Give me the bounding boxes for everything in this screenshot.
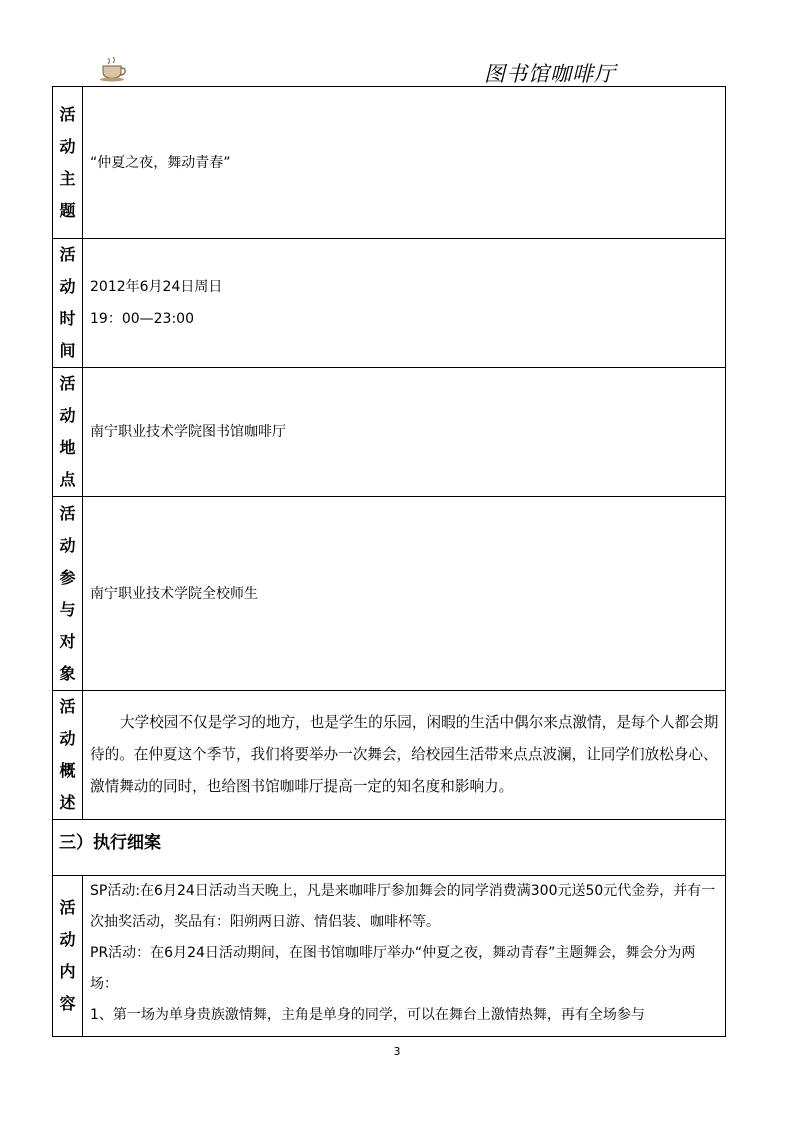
label-char: 动 (59, 729, 76, 748)
label-char: 动 (59, 535, 76, 555)
value-line: “仲夏之夜，舞动青春” (90, 154, 231, 171)
value-line: SP活动:在6月24日活动当天晚上，凡是来咖啡厅参加舞会的同学消费满300元送50元代金券，并有一次抽奖活动，奖品有：阳朔两日游、情侣装、咖啡杯等。 (90, 883, 716, 930)
label-char: 动 (59, 930, 76, 949)
section-row (53, 820, 726, 876)
row-value (83, 87, 726, 239)
table-row (53, 87, 726, 239)
label-char: 概 (59, 761, 76, 780)
table-row (53, 239, 726, 368)
section-title: 三）执行细案 (53, 820, 726, 876)
row-label (53, 497, 83, 691)
label-char: 活 (59, 245, 76, 264)
table-row (53, 497, 726, 691)
row-label (53, 239, 83, 368)
value-line: 2012年6月24日周日 (90, 279, 223, 295)
label-char: 动 (59, 406, 76, 425)
activity-content (83, 876, 726, 1037)
label-char: 地 (59, 438, 76, 457)
coffee-cup-icon (98, 56, 128, 82)
label-char: 对 (59, 631, 76, 651)
label-char: 动 (59, 136, 76, 156)
value-line: 1、第一场为单身贵族激情舞，主角是单身的同学，可以在舞台上激情热舞，再有全场参与 (90, 1007, 645, 1023)
value-line: 19：00—23:00 (90, 311, 194, 327)
row-label (53, 87, 83, 239)
table-row (53, 691, 726, 820)
label-char: 象 (59, 663, 76, 683)
row-label (53, 876, 83, 1037)
row-label (53, 368, 83, 497)
value-line: PR活动：在6月24日活动期间，在图书馆咖啡厅举办“仲夏之夜，舞动青春”主题舞会，舞会分为两场： (90, 945, 696, 992)
row-value (83, 368, 726, 497)
overview-paragraph: 大学校园不仅是学习的地方，也是学生的乐园，闲暇的生活中偶尔来点激情，是每个人都会期待的。在仲夏这个季节，我们将要举办一次舞会，给校园生活带来点点波澜，让同学们放松身心、激情舞动的同时，也给图书馆咖啡厅提高一定的知名度和影响力。 (83, 691, 726, 820)
label-char: 活 (59, 898, 76, 917)
plan-table (52, 86, 726, 1037)
label-char: 参 (59, 567, 76, 587)
page-number: 3 (393, 1045, 401, 1058)
table-row (53, 876, 726, 1037)
label-char: 述 (59, 793, 76, 812)
label-char: 动 (59, 277, 76, 296)
label-char: 与 (59, 599, 76, 619)
table-row (53, 368, 726, 497)
row-label (53, 691, 83, 820)
label-char: 间 (59, 341, 76, 360)
label-char: 活 (59, 374, 76, 393)
label-char: 内 (59, 962, 76, 981)
value-line: 南宁职业技术学院图书馆咖啡厅 (90, 424, 286, 440)
label-char: 活 (59, 104, 76, 124)
row-value (83, 497, 726, 691)
row-value (83, 239, 726, 368)
label-char: 主 (59, 168, 76, 188)
label-char: 时 (59, 309, 76, 328)
value-line: 南宁职业技术学院全校师生 (90, 585, 258, 602)
label-char: 点 (59, 470, 76, 489)
brand-title: 图书馆咖啡厅 (484, 62, 616, 86)
label-char: 活 (59, 697, 76, 716)
label-char: 题 (59, 200, 76, 220)
label-char: 活 (59, 503, 76, 523)
label-char: 容 (59, 994, 76, 1013)
